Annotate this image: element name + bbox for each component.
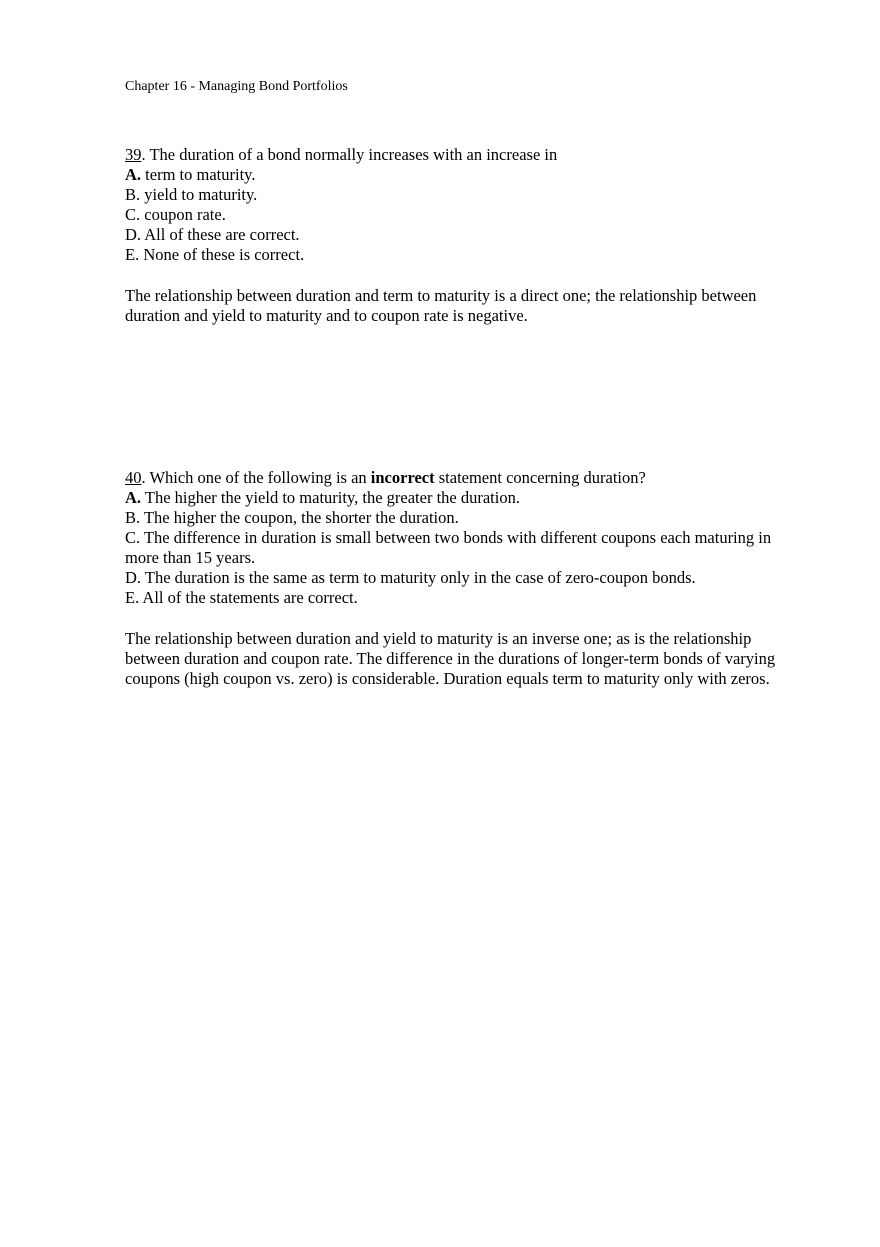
option-letter: B. bbox=[125, 508, 141, 527]
option-letter: A. bbox=[125, 488, 142, 507]
question-40 bbox=[125, 468, 805, 689]
option-text: None of these is correct. bbox=[139, 245, 305, 264]
option-letter: C. bbox=[125, 205, 141, 224]
option-letter: E. bbox=[125, 588, 140, 607]
option-b bbox=[125, 508, 805, 528]
option-text: The duration is the same as term to maturity only in the case of zero-coupon bonds. bbox=[141, 568, 696, 587]
option-b bbox=[125, 185, 805, 205]
option-c bbox=[125, 528, 805, 568]
option-text: The difference in duration is small between two bonds with different coupons each maturing in more than 15 years. bbox=[125, 528, 772, 567]
explanation: The relationship between duration and term to maturity is a direct one; the relationship between duration and yield to maturity and to coupon rate is negative. bbox=[125, 286, 757, 325]
option-text: coupon rate. bbox=[140, 205, 226, 224]
option-d bbox=[125, 225, 805, 245]
option-c bbox=[125, 205, 805, 225]
option-e bbox=[125, 588, 805, 608]
option-text: All of the statements are correct. bbox=[139, 588, 358, 607]
option-letter: D. bbox=[125, 568, 142, 587]
chapter-title: Chapter 16 - Managing Bond Portfolios bbox=[125, 79, 348, 94]
option-text: All of these are correct. bbox=[141, 225, 300, 244]
question-text: . Which one of the following is an bbox=[141, 468, 371, 487]
question-stem bbox=[125, 468, 805, 488]
option-letter: C. bbox=[125, 528, 141, 547]
option-e bbox=[125, 245, 805, 265]
option-d bbox=[125, 568, 805, 588]
question-number: 40 bbox=[125, 468, 142, 487]
page-header bbox=[125, 78, 348, 96]
option-text: yield to maturity. bbox=[140, 185, 258, 204]
question-39 bbox=[125, 145, 805, 326]
option-a bbox=[125, 165, 805, 185]
explanation: The relationship between duration and yield to maturity is an inverse one; as is the relationship between duration and coupon rate. The difference in the durations of longer-term bonds of varying coupons (high coupon vs. zero) is considerable. Duration equals term to maturity only with zeros. bbox=[125, 629, 776, 688]
option-text: The higher the coupon, the shorter the duration. bbox=[140, 508, 459, 527]
option-text: term to maturity. bbox=[141, 165, 256, 184]
option-text: The higher the yield to maturity, the greater the duration. bbox=[141, 488, 520, 507]
option-letter: E. bbox=[125, 245, 140, 264]
question-number: 39 bbox=[125, 145, 142, 164]
question-text: statement concerning duration? bbox=[434, 468, 646, 487]
option-a bbox=[125, 488, 805, 508]
option-letter: B. bbox=[125, 185, 141, 204]
question-emphasis: incorrect bbox=[370, 468, 435, 487]
option-letter: A. bbox=[125, 165, 142, 184]
question-stem bbox=[125, 145, 805, 165]
option-letter: D. bbox=[125, 225, 142, 244]
question-text: . The duration of a bond normally increases with an increase in bbox=[141, 145, 558, 164]
